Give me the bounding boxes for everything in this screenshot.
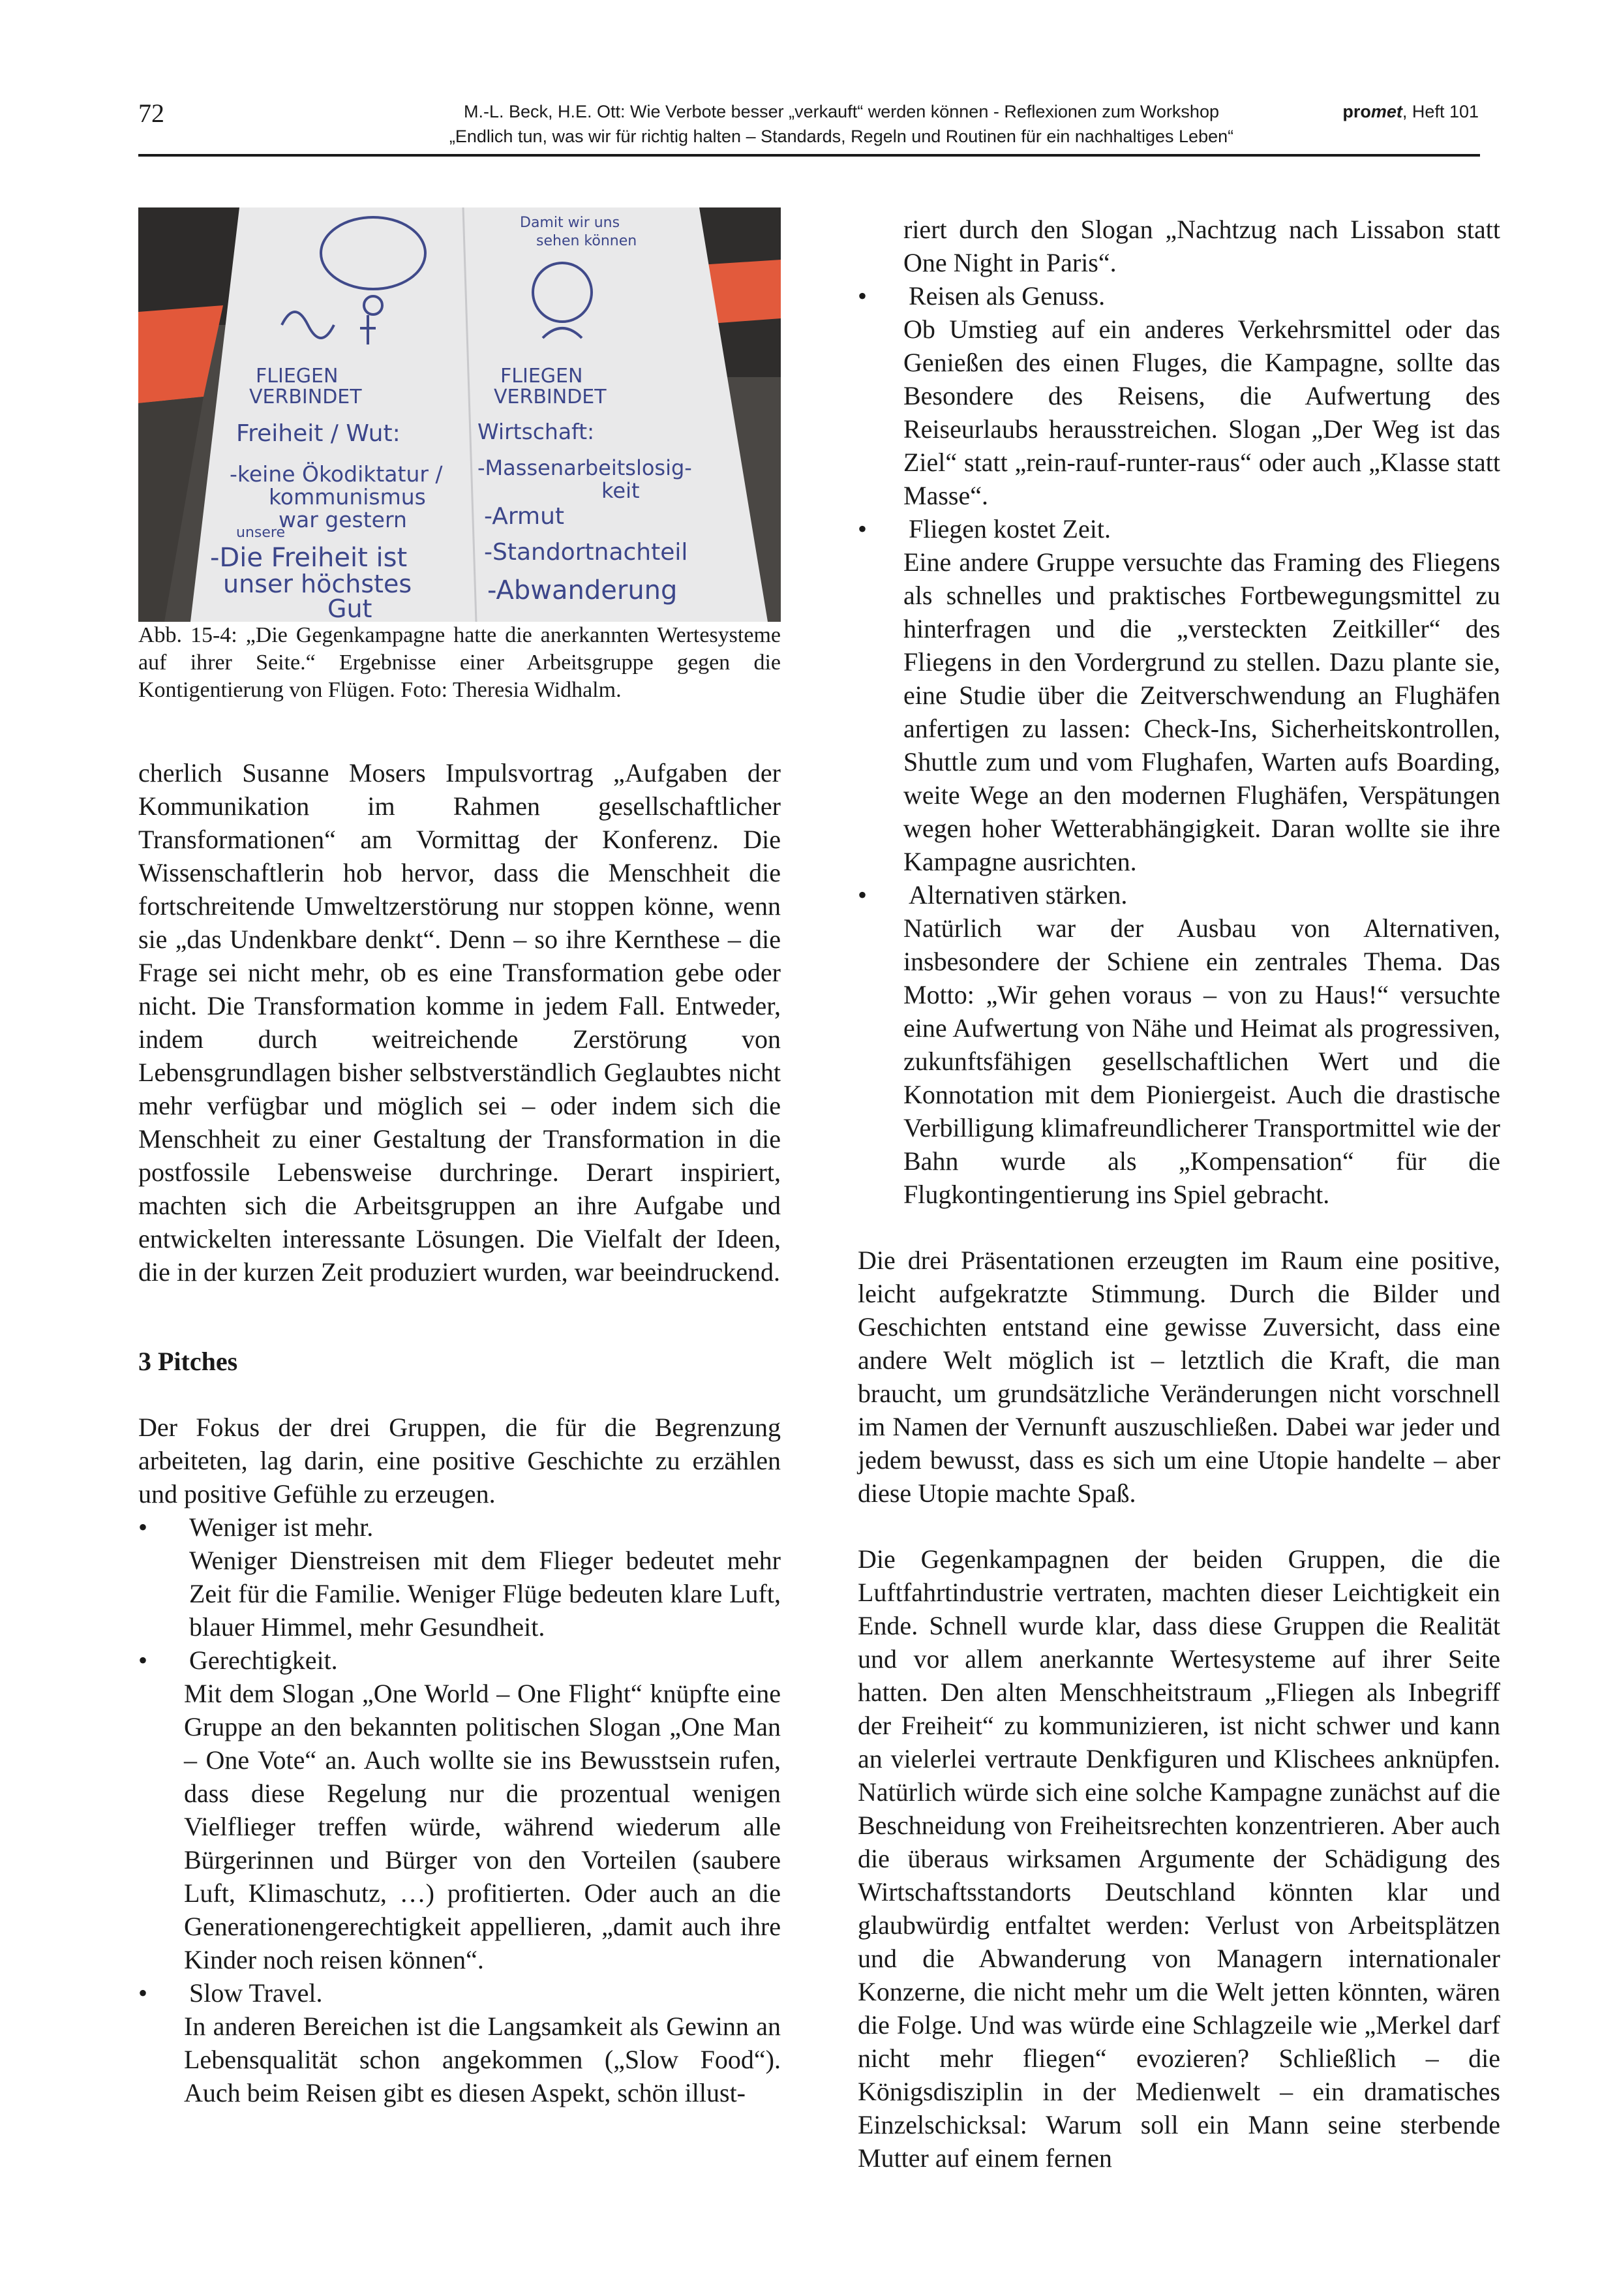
poster-left-line-5: war gestern xyxy=(279,507,407,532)
figure-caption: Abb. 15-4: „Die Gegenkampagne hatte die anerkannten Wertesysteme auf ihrer Seite.“ Ergebnisse einer Arbeitsgruppe gegen die Kontigentierung von Flügen. Foto: Theresia Widhalm. xyxy=(138,623,781,702)
poster-right-line-4: Wirtschaft: xyxy=(477,419,595,444)
list-item xyxy=(138,1976,781,2010)
poster-right-line-1: sehen können xyxy=(536,233,637,249)
bullet-symbol: • xyxy=(858,880,868,910)
poster-left-line-3: -keine Ökodiktatur / xyxy=(230,461,443,487)
journal-issue xyxy=(1342,102,1479,122)
poster-left-line-7: -Die Freiheit ist xyxy=(210,543,408,573)
poster-left-line-0: FLIEGEN xyxy=(256,365,339,388)
section-heading: 3 Pitches xyxy=(138,1347,238,1376)
poster-left-line-6: unsere xyxy=(236,525,285,541)
bullet-symbol: • xyxy=(138,1978,148,2008)
list-item-text-continued: riert durch den Slogan „Nachtzug nach Lissabon statt One Night in Paris“. xyxy=(903,215,1500,277)
bullet-symbol: • xyxy=(138,1512,148,1542)
poster-right-line-5: -Massenarbeitslosig- xyxy=(477,455,692,480)
bullet-symbol: • xyxy=(858,514,868,543)
list-item xyxy=(138,1510,781,1544)
figure-photo xyxy=(138,207,781,622)
list-item-title: Reisen als Genuss. xyxy=(909,281,1106,311)
list-item-title: Slow Travel. xyxy=(189,1978,323,2008)
list-item xyxy=(858,279,1500,313)
journal-name-met: met xyxy=(1370,102,1402,121)
body-paragraph: Der Fokus der drei Gruppen, die für die Begrenzung arbeiteten, lag darin, eine positive Geschichte zu erzählen und positive Gefühle zu erzeugen. xyxy=(138,1413,781,1508)
poster-right-line-2: FLIEGEN xyxy=(500,365,583,388)
list-item-title: Fliegen kostet Zeit. xyxy=(909,514,1111,543)
list-item-text: Ob Umstieg auf ein anderes Verkehrsmittel oder das Genießen des einen Fluges, die Kampagne, sollte das Besondere des Reisens, die Aufwertung des Reiseurlaubs herausstreichen. Slogan „Der Weg ist das Ziel“ statt „rein-rauf-runter-raus“ oder auch „Klasse statt Masse“. xyxy=(903,314,1500,510)
poster-right-line-7: -Armut xyxy=(484,503,564,530)
poster-right-line-8: -Standortnachteil xyxy=(484,539,688,566)
list-item-text: In anderen Bereichen ist die Langsamkeit als Gewinn an Lebensqualität schon angekommen („Slow Food“). Auch beim Reisen gibt es diesen Aspekt, schön illust- xyxy=(184,2012,781,2107)
bullet-symbol: • xyxy=(858,281,868,311)
journal-issue-number: , Heft 101 xyxy=(1402,102,1479,121)
right-column xyxy=(858,213,1500,2175)
list-item xyxy=(858,878,1500,911)
journal-name-pro: pro xyxy=(1342,102,1371,121)
poster-left-line-1: VERBINDET xyxy=(249,386,362,408)
left-column xyxy=(138,207,781,2109)
body-paragraph: cherlich Susanne Mosers Impulsvortrag „Aufgaben der Kommunikation im Rahmen gesellschaftlicher Transformationen“ am Vormittag der Konferenz. Die Wissenschaftlerin hob hervor, dass die Menschheit die fortschreitende Umweltzerstörung nur stoppen könne, wenn sie „das Undenkbare denkt“. Denn – so ihre Kernthese – die Frage sei nicht mehr, ob es eine Transformation gebe oder nicht. Die Transformation komme in jedem Fall. Entweder, indem durch weitreichende Zerstörung von Lebensgrundlagen bisher selbstverständlich Geglaubtes nicht mehr verfügbar und möglich sei – oder indem sich die Menschheit zu einer Gestaltung der Transformation in die postfossile Lebensweise durchringe. Derart inspiriert, machten sich die Arbeitsgruppen an ihre Aufgabe und entwickelten interessante Lösungen. Die Vielfalt der Ideen, die in der kurzen Zeit produziert wurden, war beeindruckend. xyxy=(138,758,781,1287)
poster-right-line-3: VERBINDET xyxy=(494,386,607,408)
list-item-title: Weniger ist mehr. xyxy=(189,1512,374,1542)
body-paragraph: Die Gegenkampagnen der beiden Gruppen, die die Luftfahrtindustrie vertraten, machten dieser Leichtigkeit ein Ende. Schnell wurde klar, dass diese Gruppen die Realität und vor allem anerkannte Wertesysteme auf ihrer Seite hatten. Den alten Menschheitstraum „Fliegen als Inbegriff der Freiheit“ zu kommunizieren, ist nicht schwer und kann an vielerlei vertraute Denkfiguren und Klischees anknüpfen. Natürlich würde sich eine solche Kampagne zunächst auf die Beschneidung von Freiheitsrechten konzentrieren. Aber auch die überaus wirksamen Argumente der Schädigung des Wirtschaftsstandorts Deutschland könnten klar und glaubwürdig entfaltet werden: Verlust von Arbeitsplätzen und die Abwanderung von Managern internationaler Konzerne, die nicht mehr um die Welt jetten könnten, wären die Folge. Und was würde eine Schlagzeile wie „Merkel darf nicht mehr fliegen“ evozieren? Schließlich – die Königsdisziplin in der Medienwelt – ein dramatisches Einzelschicksal: Warum soll ein Mann seine sterbende Mutter auf einem fernen xyxy=(858,1544,1500,2173)
list-item-text: Weniger Dienstreisen mit dem Flieger bedeutet mehr Zeit für die Familie. Weniger Flüge bedeuten klare Luft, blauer Himmel, mehr Gesundheit. xyxy=(189,1546,781,1642)
list-item xyxy=(138,1644,781,1677)
list-item-text: Mit dem Slogan „One World – One Flight“ knüpfte eine Gruppe an den bekannten politischen Slogan „One Man – One Vote“ an. Auch wollte sie ins Bewusstsein rufen, dass diese Regelung nur die prozentual wenigen Vielflieger treffen würde, während wiederum alle Bürgerinnen und Bürger von den Vorteilen (saubere Luft, Klimaschutz, …) profitierten. Oder auch an die Generationengerechtigkeit appellieren, „damit auch ihre Kinder noch reisen können“. xyxy=(184,1679,781,1974)
poster-left-line-2: Freiheit / Wut: xyxy=(236,420,400,447)
list-item-text: Natürlich war der Ausbau von Alternativen, insbesondere der Schiene ein zentrales Thema. Das Motto: „Wir gehen voraus – von zu Haus!“ versuchte eine Aufwertung von Nähe und Heimat als progressiven, zukunftsfähigen gesellschaftlichen Wert und die Konnotation mit dem Pioniergeist. Auch die drastische Verbilligung klimafreundlicherer Transportmittel wie der Bahn wurde als „Kompensation“ für die Flugkontingentierung ins Spiel gebracht. xyxy=(903,913,1500,1209)
list-item xyxy=(858,512,1500,545)
list-item-text: Eine andere Gruppe versuchte das Framing des Fliegens als schnelles und praktisches Fortbewegungsmittel zu hinterfragen und die „versteckten Zeitkiller“ des Fliegens in den Vordergrund zu stellen. Dazu plante sie, eine Studie über die Zeitverschwendung an Flughäfen anfertigen zu lassen: Check-Ins, Sicherheitskontrollen, Shuttle zum und vom Flughafen, Warten aufs Boarding, weite Wege an den modernen Flughäfen, Verspätungen wegen hoher Wetterabhängigkeit. Daran wollte sie ihre Kampagne ausrichten. xyxy=(903,547,1500,876)
workshop-poster-photo xyxy=(138,207,781,622)
poster-right-line-0: Damit wir uns xyxy=(520,215,620,231)
page-number: 72 xyxy=(138,99,164,128)
poster-right-line-9: -Abwanderung xyxy=(487,575,678,605)
body-paragraph: Die drei Präsentationen erzeugten im Raum eine positive, leicht aufgekratzte Stimmung. Durch die Bilder und Geschichten entstand eine gewisse Zuversicht, dass eine andere Welt möglich ist – letztlich die Kraft, die man braucht, um grundsätzliche Veränderungen nicht vorschnell im Namen der Vernunft auszuschließen. Dabei war jeder und jedem bewusst, dass es sich um eine Utopie handelte – aber diese Utopie machte Spaß. xyxy=(858,1246,1500,1508)
poster-left-line-4: kommunismus xyxy=(269,484,426,510)
header-rule xyxy=(138,154,1480,157)
poster-right-line-6: keit xyxy=(601,478,640,503)
poster-left-line-8: unser höchstes xyxy=(223,570,412,598)
running-header-line-1: M.-L. Beck, H.E. Ott: Wie Verbote besser „verkauft“ werden können - Reflexionen zum Workshop xyxy=(464,102,1219,121)
list-item-title: Gerechtigkeit. xyxy=(189,1645,338,1675)
bullet-symbol: • xyxy=(138,1645,148,1675)
running-header-line-2: „Endlich tun, was wir für richtig halten – Standards, Regeln und Routinen für ein nachhaltiges Leben“ xyxy=(449,127,1234,146)
poster-left-line-9: Gut xyxy=(327,594,372,622)
list-item-title: Alternativen stärken. xyxy=(909,880,1128,910)
running-header xyxy=(365,99,1318,149)
